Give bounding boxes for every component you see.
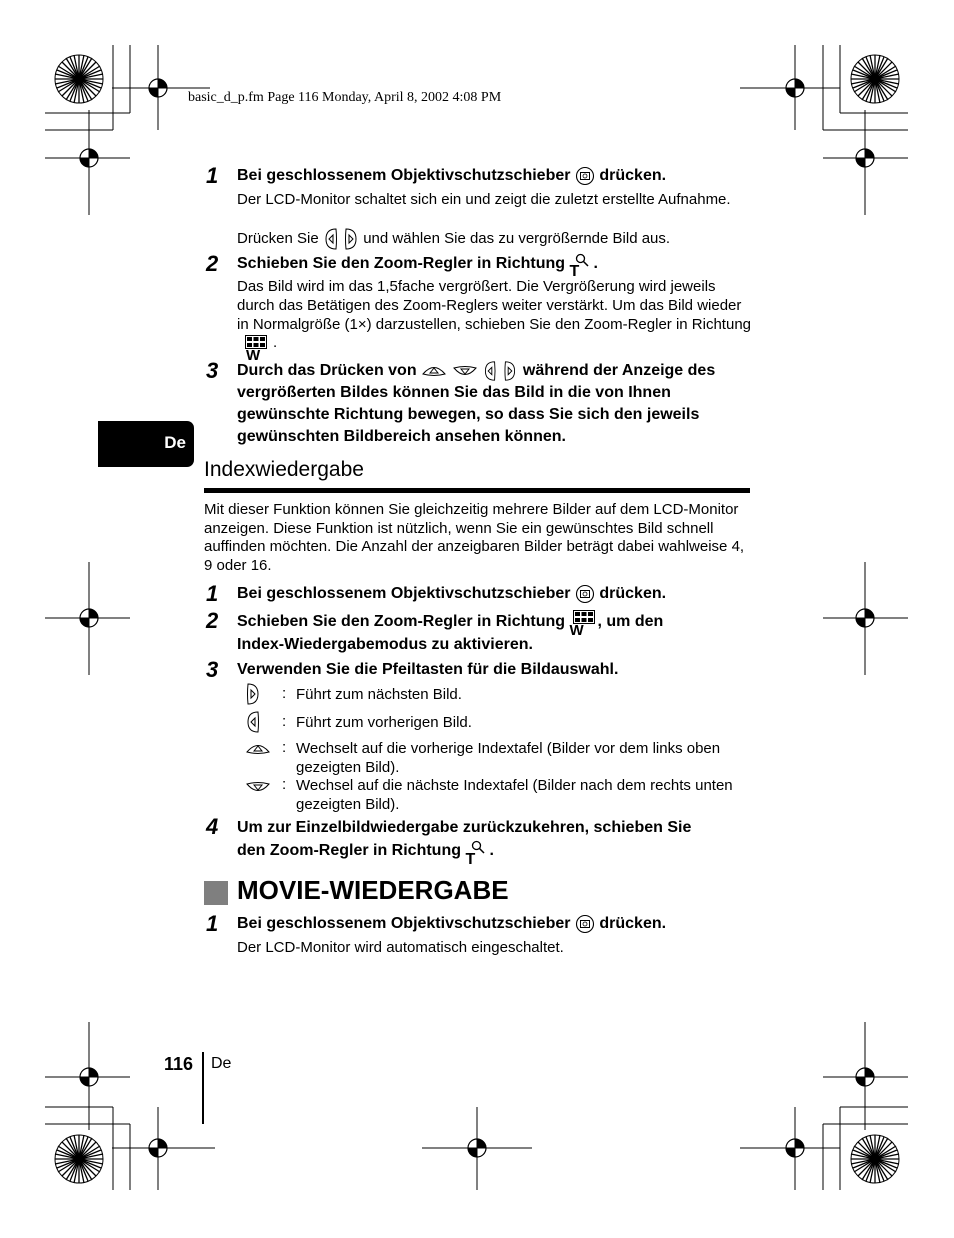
step-title-text: während der Anzeige des vergrößerten Bildes können Sie das Bild in die von Ihnen gewünschte Richtung bewegen, so dass Sie sich den jeweils gewünschten Bildbereich ansehen können. [237,362,716,446]
step-title-text: . [489,842,494,859]
step-title-text: Durch das Drücken von [237,362,417,380]
bullet-text: Führt zum nächsten Bild. [296,686,462,703]
step-body [237,227,757,251]
bullet-colon: : [282,739,287,756]
step-title-text: Bei geschlossenem Objektivschutzschieber [237,167,571,184]
step-title [237,913,757,935]
step-title [237,253,757,280]
step-title-text: drücken. [599,915,667,932]
step-body: Der LCD-Monitor schaltet sich ein und zeigt die zuletzt erstellte Aufnahme. [237,191,731,208]
step-title [237,360,757,448]
step-number: 1 [206,581,219,606]
step-title-text: drücken. [599,585,667,602]
footer-language: De [211,1055,232,1072]
arrow-up-button-icon [245,741,271,757]
step-title-text: den Zoom-Regler in Richtung [237,842,461,859]
step-body-text: . [273,334,278,352]
bullet-colon: : [282,713,287,730]
step-title [237,583,757,605]
step-title [237,610,757,656]
arrow-down-button-icon [245,779,271,795]
arrow-right-button-icon [502,360,518,382]
zoom-wide-icon [243,335,273,365]
bullet-text: Wechsel auf die nächste Indextafel (Bilder nach dem rechts unten gezeigten Bild). [296,777,733,813]
play-button-icon [575,584,595,604]
section-heading-movie: MOVIE-WIEDERGABE [237,875,509,905]
play-button-icon [575,914,595,934]
section-marker-box [204,881,228,905]
step-title-text: Schieben Sie den Zoom-Regler in Richtung [237,613,566,631]
play-button-icon [575,166,595,186]
step-title-text: Um zur Einzelbildwiedergabe zurückzukehren, schieben Sie [237,819,692,836]
footer-divider [202,1052,204,1124]
section-heading-index: Indexwiedergabe [204,458,364,481]
arrow-right-button-icon [245,682,261,706]
page-number: 116 [164,1054,194,1074]
step-title-text: Index-Wiedergabemodus zu aktivieren. [237,636,533,653]
arrow-right-button-icon [343,227,359,251]
step-body-text: Das Bild wird im das 1,5fache vergrößert. Die Vergrößerung wird jeweils durch das Betätigen des Zoom-Reglers weiter verstärkt. Um das Bild wieder in Normalgröße (1×) darzustellen, schieben Sie den Zoom-Regler in Richtung [237,278,751,333]
heading-rule [204,488,750,493]
bullet-text: Wechselt auf die vorherige Indextafel (Bilder vor dem links oben gezeigten Bild). [296,740,721,776]
step-title-text: Schieben Sie den Zoom-Regler in Richtung [237,255,566,273]
step-number: 3 [206,657,219,682]
tele-label: T [465,850,476,868]
wide-label: W [569,622,584,639]
zoom-wide-icon [569,610,597,639]
step-title [237,165,757,187]
step-number: 3 [206,358,219,383]
step-title-text: Bei geschlossenem Objektivschutzschieber [237,585,571,602]
language-tab [98,421,194,467]
zoom-tele-icon [465,840,489,868]
step-body: Der LCD-Monitor wird automatisch eingeschaltet. [237,939,564,956]
arrow-left-button-icon [482,360,498,382]
step-number: 1 [206,911,219,936]
arrow-left-button-icon [323,227,339,251]
arrow-left-button-icon [245,710,261,734]
bullet-colon: : [282,776,287,793]
arrow-up-button-icon [421,363,447,379]
step-title-text: . [593,255,598,273]
step-body-text: Drücken Sie [237,229,319,247]
language-tab-label: De [164,433,186,452]
tele-label: T [569,263,580,280]
bullet-colon: : [282,685,287,702]
step-title-text: Bei geschlossenem Objektivschutzschieber [237,915,571,932]
step-body [237,278,757,365]
step-title-text: , um den [597,613,664,631]
bullet-text: Führt zum vorherigen Bild. [296,714,472,731]
step-number: 1 [206,163,219,188]
step-title: Verwenden Sie die Pfeiltasten für die Bildauswahl. [237,661,619,678]
step-number: 2 [206,251,219,276]
step-body-text: und wählen Sie das zu vergrößernde Bild aus. [363,229,671,247]
step-title-text: drücken. [599,167,667,184]
file-header: basic_d_p.fm Page 116 Monday, April 8, 2002 4:08 PM [188,90,502,105]
step-number: 2 [206,608,219,633]
arrow-down-button-icon [452,363,478,379]
zoom-tele-icon [569,253,593,280]
step-title [237,816,757,868]
step-number: 4 [206,814,219,839]
wide-label: W [246,347,261,365]
index-intro: Mit dieser Funktion können Sie gleichzeitig mehrere Bilder auf dem LCD-Monitor anzeigen. Diese Funktion ist nützlich, wenn Sie ein gewünschtes Bild schnell auffinden möchten. Die Anzahl der anzeigbaren Bilder beträgt dabei wahlweise 4, 9 oder 16. [204,501,745,574]
